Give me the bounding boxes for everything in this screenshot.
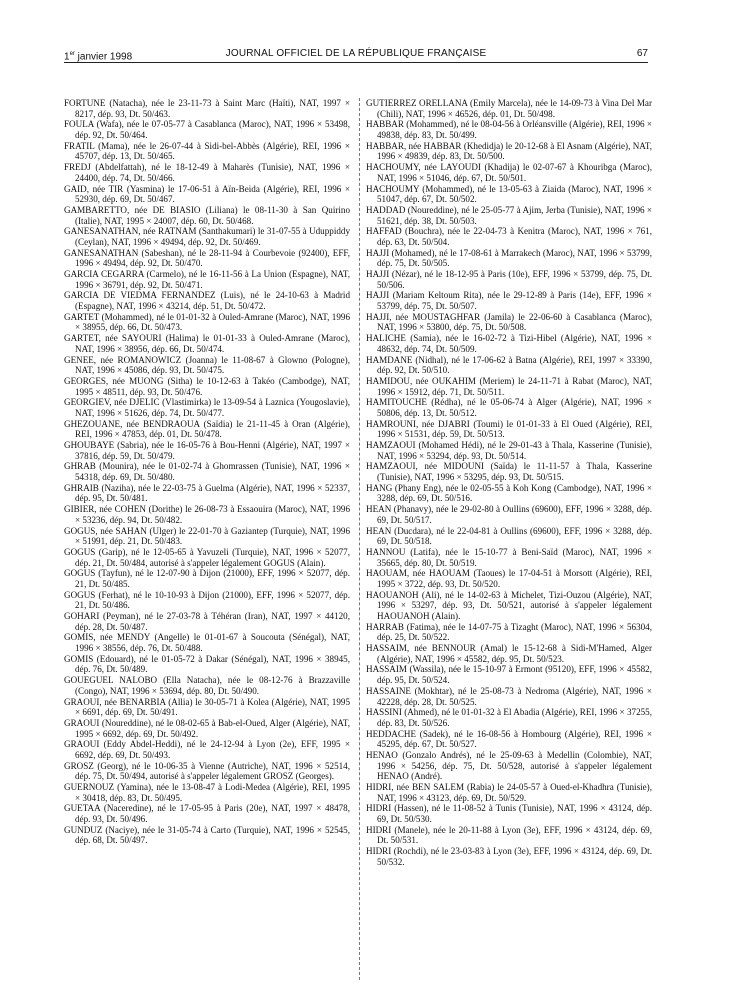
- naturalization-entry: HAJJI (Mariam Keltoum Rita), née le 29-12-89 à Paris (14e), EFF, 1996 × 53799, dép. 75, Dt. 50/507.: [366, 290, 652, 312]
- naturalization-entry: HIDRI, née BEN SALEM (Rabia) le 24-05-57 à Oued-el-Khadhra (Tunisie), NAT, 1996 × 43123, dép. 69, Dt. 50/529.: [366, 782, 652, 803]
- naturalization-entry: GHRAB (Mounira), née le 01-02-74 à Ghomrassen (Tunisie), NAT, 1996 × 54318, dép. 69, Dt. 50/480.: [64, 461, 350, 483]
- naturalization-entry: HAJJI (Mohamed), né le 17-08-61 à Marrakech (Maroc), NAT, 1996 × 53799, dép. 75, Dt. 50/505.: [366, 247, 652, 269]
- naturalization-entry: GOMIS, née MENDY (Angelle) le 01-01-67 à Soucouta (Sénégal), NAT, 1996 × 38556, dép. 76, Dt. 50/488.: [64, 632, 350, 654]
- naturalization-entry: HASSAIM, née BENNOUR (Amal) le 15-12-68 à Sidi-M'Hamed, Alger (Algérie), NAT, 1996 × 45582, dép. 95, Dt. 50/523.: [366, 643, 652, 664]
- naturalization-entry: HIDRI (Rochdi), né le 23-03-83 à Lyon (3e), EFF, 1996 × 43124, dép. 69, Dt. 50/532.: [366, 846, 652, 867]
- naturalization-entry: HABBAR, née HABBAR (Khedidja) le 20-12-68 à El Asnam (Algérie), NAT, 1996 × 49839, dép. 83, Dt. 50/500.: [366, 140, 652, 162]
- naturalization-entry: HASSAIM (Wassila), née le 15-10-97 à Ermont (95120), EFF, 1996 × 45582, dép. 95, Dt. 50/524.: [366, 664, 652, 686]
- naturalization-entry: HACHOUMY, née LAYOUDI (Khadija) le 02-07-67 à Khouribga (Maroc), NAT, 1996 × 51046, dép. 67, Dt. 50/501.: [366, 162, 652, 183]
- naturalization-entry: HAMIDOU, née OUKAHIM (Meriem) le 24-11-71 à Rabat (Maroc), NAT, 1996 × 15912, dép. 71, Dt. 50/511.: [366, 375, 652, 397]
- naturalization-entry: GUERNOUZ (Yamina), née le 13-08-47 à Lodi-Medea (Algérie), REI, 1995 × 30418, dép. 83, Dt. 50/495.: [64, 782, 350, 803]
- naturalization-entry: GIBIER, née COHEN (Dorithe) le 26-08-73 à Essaouira (Maroc), NAT, 1996 × 53236, dép. 94, Dt. 50/482.: [64, 504, 350, 525]
- right-column: [366, 98, 652, 868]
- naturalization-entry: HAOUAM, née HAOUAM (Taoues) le 17-04-51 à Morsott (Algérie), REI, 1995 × 3722, dép. 93, Dt. 50/520.: [366, 568, 652, 589]
- naturalization-entry: HEDDACHE (Sadek), né le 16-08-56 à Hombourg (Algérie), REI, 1996 × 45295, dép. 67, Dt. 50/527.: [366, 728, 652, 750]
- naturalization-entry: HALICHE (Samia), née le 16-02-72 à Tizi-Hibel (Algérie), NAT, 1996 × 48632, dép. 74, Dt. 50/509.: [366, 333, 652, 354]
- naturalization-entry: GOGUS (Tayfun), né le 12-07-90 à Dijon (21000), EFF, 1996 × 52077, dép. 21, Dt. 50/485.: [64, 568, 350, 589]
- naturalization-entry: HEAN (Phanavy), née le 29-02-80 à Oullins (69600), EFF, 1996 × 3288, dép. 69, Dt. 50/517.: [366, 504, 652, 525]
- naturalization-entry: GRAOUI, née BENARBIA (Allia) le 30-05-71 à Kolea (Algérie), NAT, 1995 × 6691, dép. 69, Dt. 50/491.: [64, 696, 350, 718]
- naturalization-entry: HAMROUNI, née DJABRI (Toumi) le 01-01-33 à El Oued (Algérie), REI, 1996 × 51531, dép. 59, Dt. 50/513.: [366, 418, 652, 440]
- page-number: 67: [636, 48, 648, 59]
- naturalization-entry: GENEE, née ROMANOWICZ (Joanna) le 11-08-67 à Glowno (Pologne), NAT, 1996 × 45086, dép. 93, Dt. 50/475.: [64, 354, 350, 376]
- naturalization-entry: HAMZAOUI (Mohamed Hédi), né le 29-01-43 à Thala, Kasserine (Tunisie), NAT, 1996 × 53294, dép. 93, Dt. 50/514.: [366, 440, 652, 461]
- naturalization-entry: GRAOUI (Noureddine), né le 08-02-65 à Bab-el-Oued, Alger (Algérie), NAT, 1995 × 6692, dép. 69, Dt. 50/492.: [64, 717, 350, 739]
- naturalization-entry: FORTUNE (Natacha), née le 23-11-73 à Saint Marc (Haïti), NAT, 1997 × 8217, dép. 93, Dt. 50/463.: [64, 98, 350, 119]
- column-divider: [359, 98, 360, 980]
- naturalization-entry: HANG (Phany Eng), née le 02-05-55 à Koh Kong (Cambodge), NAT, 1996 × 3288, dép. 69, Dt. 50/516.: [366, 482, 652, 504]
- naturalization-entry: GOUEGUEL NALOBO (Ella Natacha), née le 08-12-76 à Brazzaville (Congo), NAT, 1996 × 53694, dép. 80, Dt. 50/490.: [64, 675, 350, 696]
- naturalization-entry: HASSAINE (Mokhtar), né le 25-08-73 à Nedroma (Algérie), NAT, 1996 × 42228, dép. 28, Dt. 50/525.: [366, 685, 652, 707]
- naturalization-entry: HAJJI, née MOUSTAGHFAR (Jamila) le 22-06-60 à Casablanca (Maroc), NAT, 1996 × 53800, dép. 75, Dt. 50/508.: [366, 311, 652, 333]
- journal-title: JOURNAL OFFICIEL DE LA RÉPUBLIQUE FRANÇAISE: [225, 48, 487, 59]
- header-rule: [64, 62, 648, 63]
- naturalization-entry: GUETAA (Naceredine), né le 17-05-95 à Paris (20e), NAT, 1997 × 48478, dép. 93, Dt. 50/496.: [64, 803, 350, 825]
- publication-date: 1er janvier 1998: [64, 51, 133, 63]
- naturalization-entry: GOGUS, née SAHAN (Ulger) le 22-01-70 à Gaziantep (Turquie), NAT, 1996 × 51991, dép. 21, Dt. 50/483.: [64, 525, 350, 547]
- naturalization-entry: HIDRI (Hassen), né le 11-08-52 à Tunis (Tunisie), NAT, 1996 × 43124, dép. 69, Dt. 50/530.: [366, 803, 652, 825]
- naturalization-entry: GUTIERREZ ORELLANA (Emily Marcela), née le 14-09-73 à Vina Del Mar (Chili), NAT, 1996 × 46526, dép. 01, Dt. 50/498.: [366, 98, 652, 119]
- naturalization-entry: GARCIA CEGARRA (Carmelo), né le 16-11-56 à La Union (Espagne), NAT, 1996 × 36791, dép. 92, Dt. 50/471.: [64, 269, 350, 290]
- naturalization-entry: HABBAR (Mohammed), né le 08-04-56 à Orléansville (Algérie), REI, 1996 × 49838, dép. 83, Dt. 50/499.: [366, 119, 652, 141]
- naturalization-entry: GANESANATHAN, née RATNAM (Santhakumari) le 31-07-55 à Uduppiddy (Ceylan), NAT, 1996 × 49494, dép. 92, Dt. 50/469.: [64, 226, 350, 247]
- naturalization-entry: GHOUBAYE (Sabria), née le 16-05-76 à Bou-Henni (Algérie), NAT, 1997 × 37816, dép. 59, Dt. 50/479.: [64, 440, 350, 461]
- naturalization-entry: HAJJI (Nézar), né le 18-12-95 à Paris (10e), EFF, 1996 × 53799, dép. 75, Dt. 50/506.: [366, 269, 652, 290]
- naturalization-entry: GRAOUI (Eddy Abdel-Heddi), né le 24-12-94 à Lyon (2e), EFF, 1995 × 6692, dép. 69, Dt. 50/493.: [64, 739, 350, 760]
- naturalization-entry: HAOUANOH (Ali), né le 14-02-63 à Michelet, Tizi-Ouzou (Algérie), NAT, 1996 × 53297, dép. 93, Dt. 50/521, autorisé à s'appeler légalement HAOUANOH (Alain).: [366, 589, 652, 621]
- naturalization-entry: GROSZ (Georg), né le 10-06-35 à Vienne (Autriche), NAT, 1996 × 52514, dép. 75, Dt. 50/494, autorisé à s'appeler légalement GROSZ (Georges).: [64, 760, 350, 782]
- naturalization-entry: GEORGES, née MUONG (Sitha) le 10-12-63 à Takéo (Cambodge), NAT, 1995 × 48511, dép. 93, Dt. 50/476.: [64, 375, 350, 397]
- naturalization-entry: GARTET, née SAYOURI (Halima) le 01-01-33 à Ouled-Amrane (Maroc), NAT, 1996 × 38956, dép. 66, Dt. 50/474.: [64, 333, 350, 354]
- naturalization-entry: HANNOU (Latifa), née le 15-10-77 à Beni-Saïd (Maroc), NAT, 1996 × 35665, dép. 80, Dt. 50/519.: [366, 546, 652, 568]
- naturalization-entry: GOGUS (Ferhat), né le 10-10-93 à Dijon (21000), EFF, 1996 × 52077, dép. 21, Dt. 50/486.: [64, 589, 350, 611]
- naturalization-entry: HIDRI (Manele), née le 20-11-88 à Lyon (3e), EFF, 1996 × 43124, dép. 69, Dt. 50/531.: [366, 824, 652, 846]
- naturalization-entry: GEORGIEV, née DJELIC (Vlastimirka) le 13-09-54 à Laznica (Yougoslavie), NAT, 1996 × 51626, dép. 74, Dt. 50/477.: [64, 397, 350, 418]
- naturalization-entry: GOGUS (Garip), né le 12-05-65 à Yavuzeli (Turquie), NAT, 1996 × 52077, dép. 21, Dt. 50/484, autorisé à s'appeler légalement GOGUS (Alain).: [64, 546, 350, 568]
- naturalization-entry: GHRAIB (Naziha), née le 22-03-75 à Guelma (Algérie), NAT, 1996 × 52337, dép. 95, Dt. 50/481.: [64, 482, 350, 504]
- naturalization-entry: HASSINI (Ahmed), né le 01-01-32 à El Abadia (Algérie), REI, 1996 × 37255, dép. 83, Dt. 50/526.: [366, 707, 652, 728]
- naturalization-entry: FRATIL (Mama), née le 26-07-44 à Sidi-bel-Abbès (Algérie), REI, 1996 × 45707, dép. 13, Dt. 50/465.: [64, 140, 350, 162]
- naturalization-entry: HENAO (Gonzalo Andrés), né le 25-09-63 à Medellin (Colombie), NAT, 1996 × 54256, dép. 75, Dt. 50/528, autorisé à s'appeler légalement HENAO (André).: [366, 749, 652, 782]
- naturalization-entry: GANESANATHAN (Sabeshan), né le 28-11-94 à Courbevoie (92400), EFF, 1996 × 49494, dép. 92, Dt. 50/470.: [64, 247, 350, 269]
- naturalization-entry: FREDJ (Abdelfattah), né le 18-12-49 à Maharès (Tunisie), NAT, 1996 × 24400, dép. 74, Dt. 50/466.: [64, 162, 350, 183]
- left-column: [64, 98, 350, 846]
- naturalization-entry: GUNDUZ (Naciye), née le 31-05-74 à Carto (Turquie), NAT, 1996 × 52545, dép. 68, Dt. 50/497.: [64, 824, 350, 846]
- naturalization-entry: HAFFAD (Bouchra), née le 22-04-73 à Kenitra (Maroc), NAT, 1996 × 761, dép. 63, Dt. 50/504.: [366, 226, 652, 247]
- naturalization-entry: GHEZOUANE, née BENDRAOUA (Saïdia) le 21-11-45 à Oran (Algérie), REI, 1996 × 47853, dép. 01, Dt. 50/478.: [64, 418, 350, 440]
- naturalization-entry: GAID, née TIR (Yasmina) le 17-06-51 à Aïn-Beida (Algérie), REI, 1996 × 52930, dép. 69, Dt. 50/467.: [64, 183, 350, 205]
- naturalization-entry: FOULA (Wafa), née le 07-05-77 à Casablanca (Maroc), NAT, 1996 × 53498, dép. 92, Dt. 50/464.: [64, 119, 350, 141]
- naturalization-entry: GARTET (Mohammed), né le 01-01-32 à Ouled-Amrane (Maroc), NAT, 1996 × 38955, dép. 66, Dt. 50/473.: [64, 311, 350, 333]
- naturalization-entry: GAMBARETTO, née DE BIASIO (Liliana) le 08-11-30 à San Quirino (Italie), NAT, 1995 × 24007, dép. 60, Dt. 50/468.: [64, 204, 350, 226]
- naturalization-entry: GOMIS (Edouard), né le 01-05-72 à Dakar (Sénégal), NAT, 1996 × 38945, dép. 76, Dt. 50/489.: [64, 653, 350, 675]
- naturalization-entry: HADDAD (Noureddine), né le 25-05-77 à Ajim, Jerba (Tunisie), NAT, 1996 × 51621, dép. 38, Dt. 50/503.: [366, 204, 652, 226]
- naturalization-entry: HEAN (Ducdara), né le 22-04-81 à Oullins (69600), EFF, 1996 × 3288, dép. 69, Dt. 50/518.: [366, 525, 652, 547]
- naturalization-entry: GOHARI (Peyman), né le 27-03-78 à Téhéran (Iran), NAT, 1997 × 44120, dép. 28, Dt. 50/487.: [64, 611, 350, 632]
- naturalization-entry: HAMITOUCHE (Rédha), né le 05-06-74 à Alger (Algérie), NAT, 1996 × 50806, dép. 13, Dt. 50/512.: [366, 397, 652, 418]
- naturalization-entry: HACHOUMY (Mohammed), né le 13-05-63 à Ziaida (Maroc), NAT, 1996 × 51047, dép. 67, Dt. 50/502.: [366, 183, 652, 205]
- page-header: [64, 47, 648, 61]
- naturalization-entry: HAMDANE (Nidhal), né le 17-06-62 à Batna (Algérie), REI, 1997 × 33390, dép. 92, Dt. 50/510.: [366, 354, 652, 376]
- naturalization-entry: GARCIA DE VIEDMA FERNANDEZ (Luis), né le 24-10-63 à Madrid (Espagne), NAT, 1996 × 43214, dép. 51, Dt. 50/472.: [64, 290, 350, 312]
- naturalization-entry: HARRAB (Fatima), née le 14-07-75 à Tizaght (Maroc), NAT, 1996 × 56304, dép. 25, Dt. 50/522.: [366, 621, 652, 643]
- naturalization-entry: HAMZAOUI, née MIDOUNI (Saïda) le 11-11-57 à Thala, Kasserine (Tunisie), NAT, 1996 × 53295, dép. 93, Dt. 50/515.: [366, 461, 652, 483]
